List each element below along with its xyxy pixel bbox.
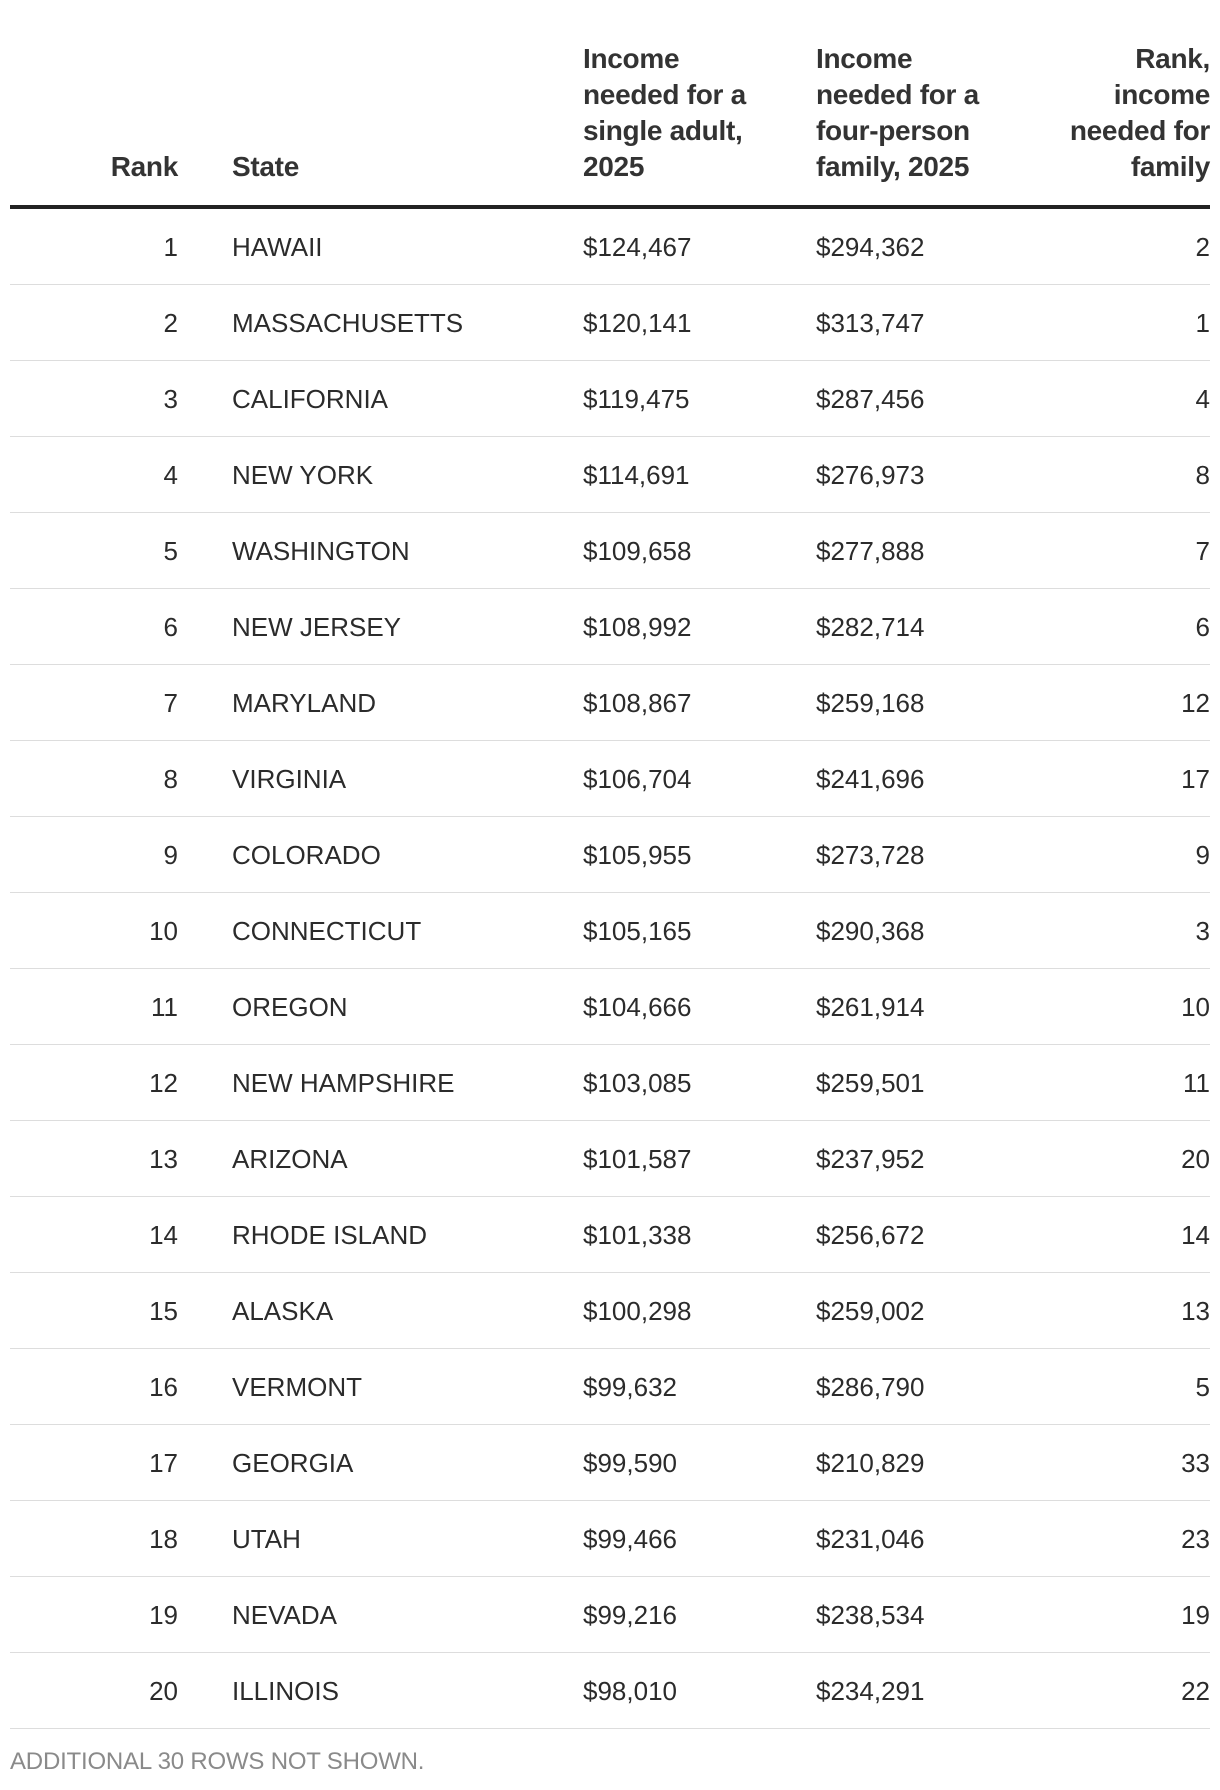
header-line: 2025	[583, 151, 645, 182]
single-adult-income-cell: $105,955	[583, 840, 692, 870]
single-adult-income-cell: $108,992	[583, 612, 692, 642]
table-row	[10, 209, 1210, 285]
state-cell: VERMONT	[232, 1372, 362, 1402]
table-row	[10, 741, 1210, 817]
rank-cell: 10	[149, 916, 178, 946]
income-table	[10, 0, 1210, 1729]
rank-cell: 11	[151, 992, 178, 1022]
single-adult-income-cell: $99,216	[583, 1600, 677, 1630]
family-income-cell: $276,973	[816, 460, 925, 490]
single-adult-income-cell: $101,338	[583, 1220, 692, 1250]
single-adult-income-cell: $104,666	[583, 992, 692, 1022]
header-line: single adult,	[583, 115, 743, 146]
table-row	[10, 1045, 1210, 1121]
table-row	[10, 893, 1210, 969]
rank-cell: 13	[149, 1144, 178, 1174]
table-row	[10, 1501, 1210, 1577]
single-adult-income-cell: $108,867	[583, 688, 692, 718]
family-rank-cell: 20	[1181, 1144, 1210, 1174]
family-income-cell: $256,672	[816, 1220, 925, 1250]
header-family-rank	[1070, 41, 1210, 185]
state-cell: NEVADA	[232, 1600, 337, 1630]
family-income-cell: $277,888	[816, 536, 925, 566]
rank-cell: 14	[149, 1220, 178, 1250]
table-row	[10, 285, 1210, 361]
family-income-cell: $259,168	[816, 688, 925, 718]
table-row	[10, 1577, 1210, 1653]
family-income-cell: $290,368	[816, 916, 925, 946]
table-row	[10, 589, 1210, 665]
header-state	[232, 149, 299, 185]
state-cell: UTAH	[232, 1524, 301, 1554]
table-row	[10, 513, 1210, 589]
family-rank-cell: 8	[1195, 460, 1210, 490]
family-income-cell: $259,002	[816, 1296, 925, 1326]
rank-cell: 17	[149, 1448, 178, 1478]
family-income-cell: $210,829	[816, 1448, 925, 1478]
header-line: needed for	[1069, 115, 1210, 146]
family-rank-cell: 12	[1181, 688, 1210, 718]
family-income-cell: $294,362	[816, 232, 925, 262]
state-cell: RHODE ISLAND	[232, 1220, 428, 1250]
family-rank-cell: 14	[1181, 1220, 1210, 1250]
header-line: four-person	[816, 115, 970, 146]
header-single-adult-income	[583, 41, 746, 185]
footnote: ADDITIONAL 30 ROWS NOT SHOWN.	[10, 1748, 425, 1775]
state-cell: CONNECTICUT	[232, 916, 422, 946]
state-cell: MASSACHUSETTS	[232, 308, 464, 338]
state-cell: ARIZONA	[232, 1144, 348, 1174]
single-adult-income-cell: $99,466	[583, 1524, 677, 1554]
header-line: Rank,	[1135, 43, 1210, 74]
family-income-cell: $238,534	[816, 1600, 925, 1630]
state-cell: ALASKA	[232, 1296, 334, 1326]
table-row	[10, 969, 1210, 1045]
state-cell: CALIFORNIA	[232, 384, 389, 414]
rank-cell: 9	[163, 840, 178, 870]
table-row	[10, 1653, 1210, 1729]
state-cell: NEW JERSEY	[232, 612, 402, 642]
family-income-cell: $273,728	[816, 840, 925, 870]
family-income-cell: $234,291	[816, 1676, 925, 1706]
rank-cell: 20	[149, 1676, 178, 1706]
table-row	[10, 1349, 1210, 1425]
table-row	[10, 437, 1210, 513]
rank-cell: 8	[163, 764, 178, 794]
rank-cell: 5	[163, 536, 178, 566]
rank-cell: 18	[149, 1524, 178, 1554]
family-income-cell: $313,747	[816, 308, 925, 338]
rank-cell: 6	[163, 612, 178, 642]
single-adult-income-cell: $105,165	[583, 916, 692, 946]
single-adult-income-cell: $99,590	[583, 1448, 677, 1478]
single-adult-income-cell: $109,658	[583, 536, 692, 566]
state-cell: NEW HAMPSHIRE	[232, 1068, 455, 1098]
family-rank-cell: 1	[1195, 308, 1210, 338]
header-line: Rank	[110, 151, 178, 182]
state-cell: COLORADO	[232, 840, 381, 870]
header-line: Income	[583, 43, 680, 74]
family-rank-cell: 19	[1181, 1600, 1210, 1630]
header-line: family, 2025	[816, 151, 970, 182]
family-rank-cell: 6	[1195, 612, 1210, 642]
table-row	[10, 361, 1210, 437]
family-rank-cell: 17	[1181, 764, 1210, 794]
state-cell: HAWAII	[232, 232, 323, 262]
family-rank-cell: 9	[1195, 840, 1210, 870]
state-cell: NEW YORK	[232, 460, 374, 490]
state-cell: VIRGINIA	[232, 764, 347, 794]
family-rank-cell: 13	[1181, 1296, 1210, 1326]
single-adult-income-cell: $120,141	[583, 308, 692, 338]
family-rank-cell: 2	[1195, 232, 1210, 262]
table-row	[10, 665, 1210, 741]
header-line: Income	[816, 43, 913, 74]
family-rank-cell: 33	[1181, 1448, 1210, 1478]
state-cell: MARYLAND	[232, 688, 377, 718]
family-rank-cell: 5	[1195, 1372, 1210, 1402]
state-cell: GEORGIA	[232, 1448, 354, 1478]
table-header	[10, 0, 1210, 209]
rank-cell: 15	[149, 1296, 178, 1326]
single-adult-income-cell: $106,704	[583, 764, 692, 794]
single-adult-income-cell: $100,298	[583, 1296, 692, 1326]
family-income-cell: $261,914	[816, 992, 925, 1022]
single-adult-income-cell: $124,467	[583, 232, 692, 262]
family-income-cell: $282,714	[816, 612, 925, 642]
header-family-income	[816, 41, 979, 185]
header-line: needed for a	[816, 79, 979, 110]
family-rank-cell: 11	[1183, 1068, 1210, 1098]
family-rank-cell: 3	[1195, 916, 1210, 946]
family-rank-cell: 23	[1181, 1524, 1210, 1554]
family-income-cell: $231,046	[816, 1524, 925, 1554]
rank-cell: 4	[163, 460, 178, 490]
family-rank-cell: 22	[1181, 1676, 1210, 1706]
family-rank-cell: 4	[1195, 384, 1210, 414]
single-adult-income-cell: $114,691	[583, 460, 690, 490]
table-row	[10, 1425, 1210, 1501]
table-row	[10, 817, 1210, 893]
family-income-cell: $241,696	[816, 764, 925, 794]
rank-cell: 2	[163, 308, 178, 338]
rank-cell: 3	[163, 384, 178, 414]
family-rank-cell: 10	[1181, 992, 1210, 1022]
state-cell: WASHINGTON	[232, 536, 410, 566]
rank-cell: 12	[149, 1068, 178, 1098]
rank-cell: 19	[149, 1600, 178, 1630]
table-row	[10, 1121, 1210, 1197]
single-adult-income-cell: $98,010	[583, 1676, 677, 1706]
table-row	[10, 1197, 1210, 1273]
family-rank-cell: 7	[1195, 536, 1210, 566]
table-row	[10, 1273, 1210, 1349]
state-cell: ILLINOIS	[232, 1676, 339, 1706]
header-line: State	[232, 151, 299, 182]
family-income-cell: $237,952	[816, 1144, 925, 1174]
header-line: income	[1113, 79, 1210, 110]
family-income-cell: $287,456	[816, 384, 925, 414]
single-adult-income-cell: $119,475	[583, 384, 690, 414]
header-rank	[111, 149, 178, 185]
header-line: needed for a	[583, 79, 746, 110]
single-adult-income-cell: $99,632	[583, 1372, 677, 1402]
rank-cell: 7	[163, 688, 178, 718]
single-adult-income-cell: $101,587	[583, 1144, 692, 1174]
header-line: family	[1130, 151, 1210, 182]
rank-cell: 16	[149, 1372, 178, 1402]
table-body	[10, 209, 1210, 1729]
state-cell: OREGON	[232, 992, 348, 1022]
family-income-cell: $259,501	[816, 1068, 925, 1098]
rank-cell: 1	[163, 232, 178, 262]
family-income-cell: $286,790	[816, 1372, 925, 1402]
single-adult-income-cell: $103,085	[583, 1068, 692, 1098]
